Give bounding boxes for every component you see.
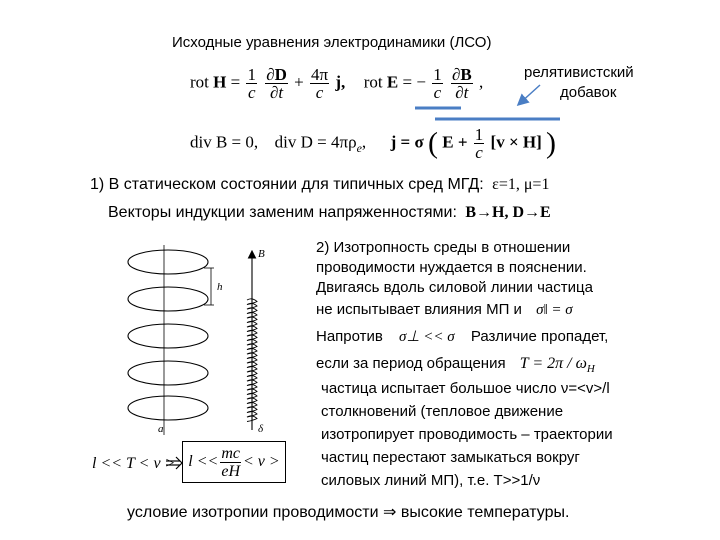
conclusion: условие изотропии проводимости ⇒ высокие температуры.	[127, 504, 570, 521]
label-delta: δ	[258, 423, 264, 435]
p2-line5-text-b: Различие пропадет,	[470, 328, 609, 345]
helix-turn-1	[128, 250, 208, 274]
p2-line5-text-a: Напротив	[316, 328, 383, 345]
wide-helix-figure	[128, 245, 214, 435]
symbol-E: E	[386, 72, 399, 92]
tight-helix-figure	[247, 252, 257, 430]
plus-sign: +	[294, 72, 304, 92]
fraction-1-over-c-3: $\frac{1}{c}$	[474, 125, 484, 162]
equals-sign: =	[230, 72, 241, 92]
vectors-formula: B→H, D→E	[465, 204, 551, 221]
right-paren: )	[546, 126, 557, 160]
left-paren: (	[428, 126, 438, 160]
p2-line8: столкновений (тепловое движение	[321, 403, 564, 420]
p2-line10: частиц перестают замыкаться вокруг	[321, 449, 580, 466]
sigma-parallel-formula: σ‖ = σ	[536, 302, 573, 318]
p2-line6-text: если за период обращения	[316, 355, 506, 372]
label-B: B	[258, 248, 265, 260]
helix-turn-2	[128, 287, 208, 311]
cross-product: [v × H]	[490, 132, 542, 152]
helix-turn-4	[128, 361, 208, 385]
E-plus: E +	[442, 132, 468, 152]
label-a: a	[158, 423, 164, 435]
mean-free-path-formula: l << T < v >	[92, 455, 176, 472]
helix-turn-5	[128, 396, 208, 420]
fraction-4pi-over-c: $\frac{4\pi}{c}$	[311, 65, 329, 102]
div-B-equation: div B = 0,	[190, 132, 259, 152]
rot-operator-2: rot	[363, 72, 383, 92]
fraction-1-over-c-2: $\frac{1}{c}$	[433, 65, 442, 102]
page-title: Исходные уравнения электродинамики (ЛСО)	[172, 34, 492, 51]
period-formula-sub: H	[586, 363, 595, 375]
period-formula: T = 2π / ω	[519, 355, 587, 372]
rot-operator: rot	[190, 72, 209, 92]
comma-2: ,	[361, 132, 367, 152]
sigma-perp-formula: σ⊥ << σ	[399, 329, 455, 345]
symbol-H: H	[213, 72, 227, 92]
label-h: h	[217, 281, 223, 293]
p2-line1: 2) Изотропность среды в отношении	[316, 239, 571, 256]
helix-turn-3	[128, 324, 208, 348]
larmor-tail: < v >	[243, 453, 280, 470]
larmor-lhs: l <<	[188, 453, 219, 470]
p2-line11: силовых линий МП), т.е. T>>1/ν	[321, 472, 541, 489]
equals-minus: = −	[402, 72, 426, 92]
larmor-fraction: $\frac{mc}{eH}$	[221, 444, 240, 480]
callout-line1: релятивистский	[524, 64, 634, 81]
item-1-formula: ε=1, μ=1	[492, 176, 550, 193]
p2-line4-text: не испытывает влияния МП и	[316, 301, 522, 318]
p2-line3: Двигаясь вдоль силовой линии частица	[316, 279, 593, 296]
callout-arrow	[519, 85, 540, 104]
subscript-e: e	[356, 140, 362, 155]
p2-line7: частица испытает большое число ν=<v>/l	[321, 380, 610, 397]
item-1-label: 1) В статическом состоянии для типичных сред МГД:	[90, 176, 484, 193]
vectors-line-label: Векторы индукции заменим напряженностями:	[108, 204, 457, 221]
div-D-equation: div D = 4πρ	[274, 132, 357, 152]
fraction-1-over-c: $\frac{1}{c}$	[247, 65, 256, 102]
ohm-law-lhs: j = σ	[390, 132, 424, 152]
comma: ,	[478, 72, 484, 92]
fraction-dD-dt: $\frac{\partial D}{\partial t}$	[266, 65, 287, 102]
p2-line9: изотропирует проводимость – траектории	[321, 426, 613, 443]
fraction-dB-dt: $\frac{\partial B}{\partial t}$	[451, 65, 472, 102]
p2-line2: проводимости нуждается в пояснении.	[316, 259, 587, 276]
implies-arrow-head	[176, 457, 182, 469]
callout-line2: добавок	[560, 84, 617, 101]
symbol-j: j,	[335, 72, 346, 92]
